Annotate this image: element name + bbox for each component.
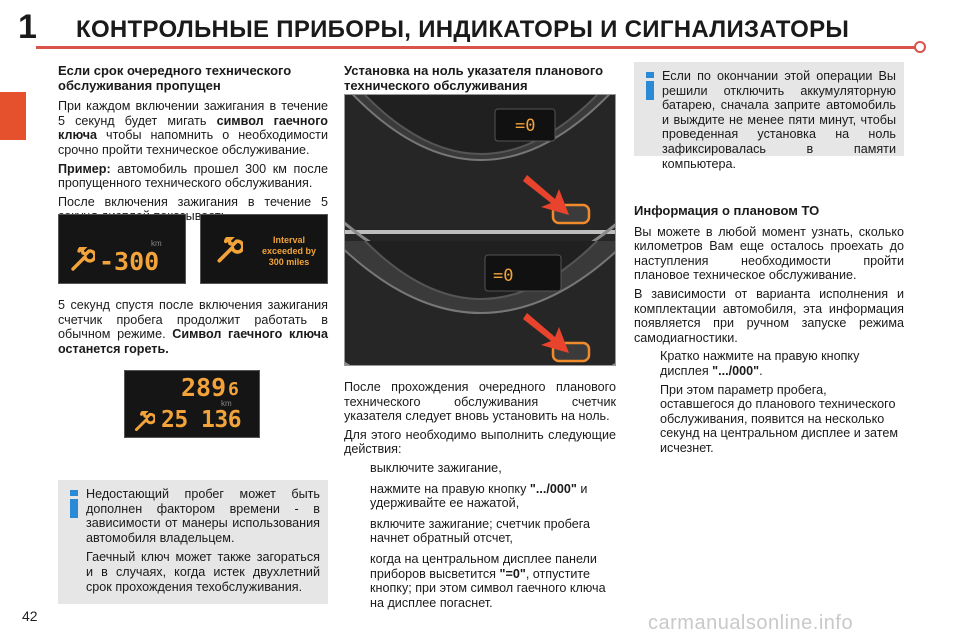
info-icon-bar [70, 499, 78, 518]
chapter-number: 1 [18, 8, 37, 46]
reset-instructions [344, 380, 616, 616]
step-text: нажмите на правую кнопку [370, 481, 530, 496]
unit-label: km [151, 239, 162, 248]
instrument-panel-photo [344, 94, 616, 366]
interval-line-3: 300 miles [268, 257, 310, 267]
info-paragraph-2: Гаечный ключ может также загораться и в случаях, когда истек двухлетний срок прохождения техобслуживания. [86, 550, 320, 594]
info-icon [68, 490, 80, 518]
wrench-icon [69, 247, 95, 273]
display-km-overdue [58, 214, 186, 284]
missed-service-paragraph-1 [58, 99, 328, 157]
chapter-side-tab [0, 92, 26, 140]
photo-zero-readout-bottom: =0 [493, 266, 514, 286]
header-rule-end-dot [914, 41, 926, 53]
button-label: ".../000" [529, 481, 577, 496]
text-run: чтобы напомнить о необходимости срочно пройти техническое обслуживание. [58, 128, 328, 157]
page-number: 42 [22, 608, 38, 624]
text-run-bold: Символ гаечного ключа останется гореть. [58, 327, 328, 356]
step-text: . [759, 363, 763, 378]
missed-service-example [58, 162, 328, 191]
interval-line-2: exceeded by [261, 246, 317, 256]
overdue-value: -300 [99, 247, 160, 276]
reset-step-2 [344, 482, 616, 511]
interval-message [253, 235, 325, 268]
info-icon-bar [646, 81, 654, 100]
reset-paragraph-2: Для этого необходимо выполнить следующие действия: [344, 427, 616, 457]
display-odometer [124, 370, 260, 438]
wrench-icon [215, 237, 243, 265]
text-run-bold: символ гаечного ключа [58, 113, 329, 143]
total-value: 25 136 [161, 407, 242, 433]
page-title: КОНТРОЛЬНЫЕ ПРИБОРЫ, ИНДИКАТОРЫ И СИГНАЛИЗАТОРЫ [76, 16, 850, 43]
service-info-paragraph-2: В зависимости от варианта исполнения и комплектации автомобиля, эта информация появляется при ручном запуске режима самодиагностики. [634, 286, 904, 345]
button-label: ".../000" [712, 363, 760, 378]
service-info-step-1-detail: При этом параметр пробега, оставшегося до планового технического обслуживания, появится на несколько секунд на центральном дисплее и затем исчезнет. [660, 382, 899, 455]
wrench-icon [133, 411, 155, 433]
trip-value: 289 [181, 373, 227, 402]
info-icon [644, 72, 656, 100]
reset-heading: Установка на ноль указателя планового технического обслуживания [344, 63, 604, 93]
unit-label: km [221, 399, 232, 408]
missed-service-section [58, 64, 328, 228]
trip-decimal: 6 [228, 379, 239, 400]
service-info-step-1 [634, 349, 904, 455]
reset-paragraph-1: После прохождения очередного планового технического обслуживания счетчик указателя следует вновь установить на ноль. [344, 380, 616, 424]
photo-zero-readout-top: =0 [515, 116, 536, 136]
step-text: и удерживайте ее нажатой, [370, 481, 588, 511]
watermark: carmanualsonline.info [648, 612, 854, 634]
header-rule [36, 46, 920, 49]
info-icon-dot [70, 490, 78, 496]
text-run: автомобиль прошел 300 км после пропущенного технического обслуживания. [58, 161, 328, 191]
step-text: когда на центральном дисплее панели приборов высветится [370, 551, 597, 581]
display-interval-exceeded [200, 214, 328, 284]
instrument-panel-illustration [345, 95, 616, 366]
example-label: Пример: [58, 161, 111, 176]
reset-step-1 [344, 461, 616, 476]
service-info-paragraph-1: Вы можете в любой момент узнать, сколько километров Вам еще осталось проехать до наступления необходимости пройти плановое техническое обслуживание. [634, 224, 904, 283]
after-5-seconds-paragraph [58, 298, 328, 356]
info-box-missing-mileage [58, 480, 328, 604]
after-5-seconds-section [58, 298, 328, 360]
reset-step-4 [344, 552, 616, 610]
step-text: включите зажигание; счетчик пробега начнет обратный отсчет, [370, 516, 591, 546]
step-text: Кратко нажмите на правую кнопку дисплея [660, 349, 860, 378]
service-info-section [634, 204, 904, 462]
interval-line-1: Interval [272, 235, 305, 245]
step-text: выключите зажигание, [370, 460, 502, 475]
missed-service-paragraph-3: После включения зажигания в течение 5 показывает: [58, 194, 328, 224]
text-run: 5 секунд спустя после включения зажигания счетчик пробега продолжит работать в обычном режиме. [58, 298, 328, 342]
info-box-text [86, 487, 320, 599]
info-icon-dot [646, 72, 654, 78]
missed-service-heading: Если срок очередного технического обслуживания пропущен [58, 63, 292, 93]
zero-readout-label: "=0" [499, 566, 526, 581]
info-paragraph: Если по окончании этой операции Вы решили отключить аккумуляторную батарею, сначала заприте автомобиль и выждите не менее пяти минут, чтобы проведенная установка на ноль зафиксировалась в памяти компьютера. [662, 69, 896, 171]
step-text: , отпустите кнопку; при этом символ гаечного ключа на дисплее погаснет. [370, 566, 606, 610]
info-box-battery [634, 62, 904, 171]
info-paragraph-1: Недостающий пробег может быть дополнен фактором времени - в зависимости от манеры использования автомобиля владельцем. [86, 487, 320, 545]
info-box-text [662, 69, 896, 176]
reset-step-3 [344, 517, 616, 546]
service-info-heading: Информация о плановом ТО [634, 203, 820, 218]
text-run: При каждом включении зажигания в течение 5 секунд будет мигать [58, 99, 328, 128]
